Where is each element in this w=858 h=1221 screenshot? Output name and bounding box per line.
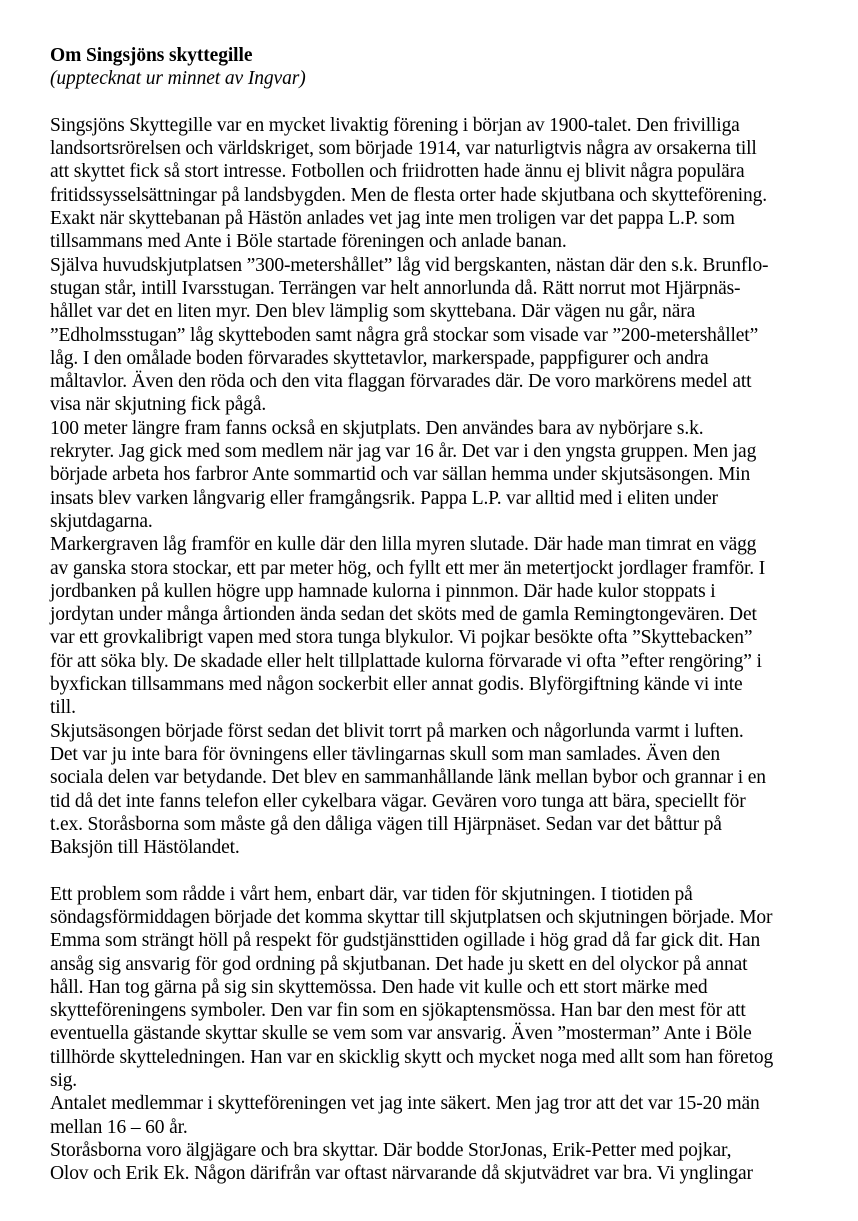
text-line: Baksjön till Hästölandet.	[50, 837, 240, 859]
paragraph	[50, 720, 822, 860]
text-line: Singsjöns Skyttegille var en mycket livaktig förening i början av 1900-talet. Den frivilliga	[50, 114, 740, 136]
paragraph	[50, 1092, 822, 1139]
paragraph	[50, 254, 822, 417]
text-line: ”Edholmsstugan” låg skytteboden samt några grå stockar som visade var ”200-metershållet”	[50, 324, 759, 346]
text-line: för att söka bly. De skadade eller helt tillplattade kulorna förvarade vi ofta ”efter rengöring” i	[50, 650, 762, 672]
document-page	[50, 44, 822, 1186]
text-line: stugan står, intill Ivarsstugan. Terrängen var helt annorlunda då. Rätt norrut mot Hjärpnäs-	[50, 277, 741, 299]
paragraph	[50, 883, 822, 1093]
text-line: Exakt när skyttebanan på Hästön anlades vet jag inte men troligen var det pappa L.P. som	[50, 208, 735, 230]
text-line: landsortsrörelsen och världskriget, som började 1914, var naturligtvis några av orsakerna till	[50, 138, 757, 160]
text-line: Själva huvudskjutplatsen ”300-metershållet” låg vid bergskanten, nästan där den s.k. Brunflo-	[50, 254, 769, 276]
paragraph	[50, 533, 822, 719]
text-line: t.ex. Storåsborna som måste gå den dåliga vägen till Hjärpnäset. Sedan var det båttur på	[50, 813, 722, 835]
document-title: Om Singsjöns skyttegille	[50, 45, 253, 66]
text-line: Emma som strängt höll på respekt för gudstjänsttiden ogillade i hög grad då far gick dit. Han	[50, 930, 761, 952]
text-line: måltavlor. Även den röda och den vita flaggan förvarades där. De voro markörens medel att	[50, 371, 752, 393]
text-line: Skjutsäsongen började först sedan det blivit torrt på marken och någorlunda varmt i luften.	[50, 720, 744, 742]
text-line: sig.	[50, 1070, 78, 1092]
text-line: byxfickan tillsammans med någon sockerbit eller annat godis. Blyförgiftning kände vi inte	[50, 674, 743, 696]
document-byline: (upptecknat ur minnet av Ingvar)	[50, 68, 306, 90]
text-line: håll. Han tog gärna på sig sin skyttemössa. Den hade vit kulle och ett stort märke med	[50, 976, 708, 998]
paragraph	[50, 114, 822, 254]
text-line: till.	[50, 697, 76, 719]
text-line: började arbeta hos farbror Ante sommartid och var sällan hemma under skjutsäsongen. Min	[50, 464, 751, 486]
text-line: mellan 16 – 60 år.	[50, 1116, 188, 1138]
text-line: insats blev varken långvarig eller framgångsrik. Pappa L.P. var alltid med i eliten under	[50, 487, 718, 509]
text-line: Antalet medlemmar i skytteföreningen vet jag inte säkert. Men jag tror att det var 15-20 män	[50, 1093, 760, 1115]
text-line: sociala delen var betydande. Det blev en sammanhållande länk mellan bybor och grannar i en	[50, 767, 766, 789]
text-line: Olov och Erik Ek. Någon därifrån var oftast närvarande då skjutvädret var bra. Vi ynglingar	[50, 1163, 753, 1185]
text-line: Ett problem som rådde i vårt hem, enbart där, var tiden för skjutningen. I tiotiden på	[50, 883, 693, 905]
text-line: tillhörde skytteledningen. Han var en skicklig skytt och mycket noga med allt som han företog	[50, 1046, 774, 1068]
text-line: tid då det inte fanns telefon eller cykelbara vägar. Gevären voro tunga att bära, speciellt för	[50, 790, 746, 812]
text-line: 100 meter längre fram fanns också en skjutplats. Den användes bara av nybörjare s.k.	[50, 417, 704, 439]
text-line: skjutdagarna.	[50, 510, 153, 532]
text-line: Det var ju inte bara för övningens eller tävlingarnas skull som man samlades. Även den	[50, 743, 720, 765]
text-line: att skyttet fick så stort intresse. Fotbollen och friidrotten hade ännu ej blivit några populära	[50, 161, 745, 183]
text-line: tillsammans med Ante i Böle startade föreningen och anlade banan.	[50, 231, 567, 253]
text-line: eventuella gästande skyttar skulle se vem som var ansvarig. Även ”mosterman” Ante i Böle	[50, 1023, 752, 1045]
text-line: hållet var det en liten myr. Den blev lämplig som skyttebana. Där vägen nu går, nära	[50, 301, 696, 323]
text-line: Markergraven låg framför en kulle där den lilla myren slutade. Där hade man timrat en vägg	[50, 534, 757, 556]
text-line: skytteföreningens symboler. Den var fin som en sjökaptensmössa. Han bar den mest för att	[50, 1000, 746, 1022]
text-line: Storåsborna voro älgjägare och bra skyttar. Där bodde StorJonas, Erik-Petter med pojkar,	[50, 1139, 732, 1161]
text-line: av ganska stora stockar, ett par meter hög, och fyllt ett mer än metertjockt jordlager framför. I	[50, 557, 766, 579]
text-line: rekryter. Jag gick med som medlem när jag var 16 år. Det var i den yngsta gruppen. Men jag	[50, 441, 757, 463]
text-line: ansåg sig ansvarig för god ordning på skjutbanan. Det hade ju skett en del olyckor på annat	[50, 953, 748, 975]
document-body	[50, 114, 822, 1186]
paragraph	[50, 1139, 822, 1186]
text-line: låg. I den omålade boden förvarades skyttetavlor, markerspade, pappfigurer och andra	[50, 347, 709, 369]
paragraph	[50, 417, 822, 533]
text-line: visa när skjutning fick pågå.	[50, 394, 267, 416]
text-line: jordytan under många årtionden ända sedan det sköts med de gamla Remingtongevären. Det	[50, 604, 757, 626]
text-line: fritidssysselsättningar på landsbygden. Men de flesta orter hade skjutbana och skytteförening.	[50, 184, 767, 206]
text-line: var ett grovkalibrigt vapen med stora tunga blykulor. Vi pojkar besökte ofta ”Skyttebacken”	[50, 627, 753, 649]
text-line: jordbanken på kullen högre upp hamnade kulorna i pinnmon. Där hade kulor stoppats i	[50, 580, 716, 602]
text-line: söndagsförmiddagen började det komma skyttar till skjutplatsen och skjutningen började. Mor	[50, 906, 773, 928]
